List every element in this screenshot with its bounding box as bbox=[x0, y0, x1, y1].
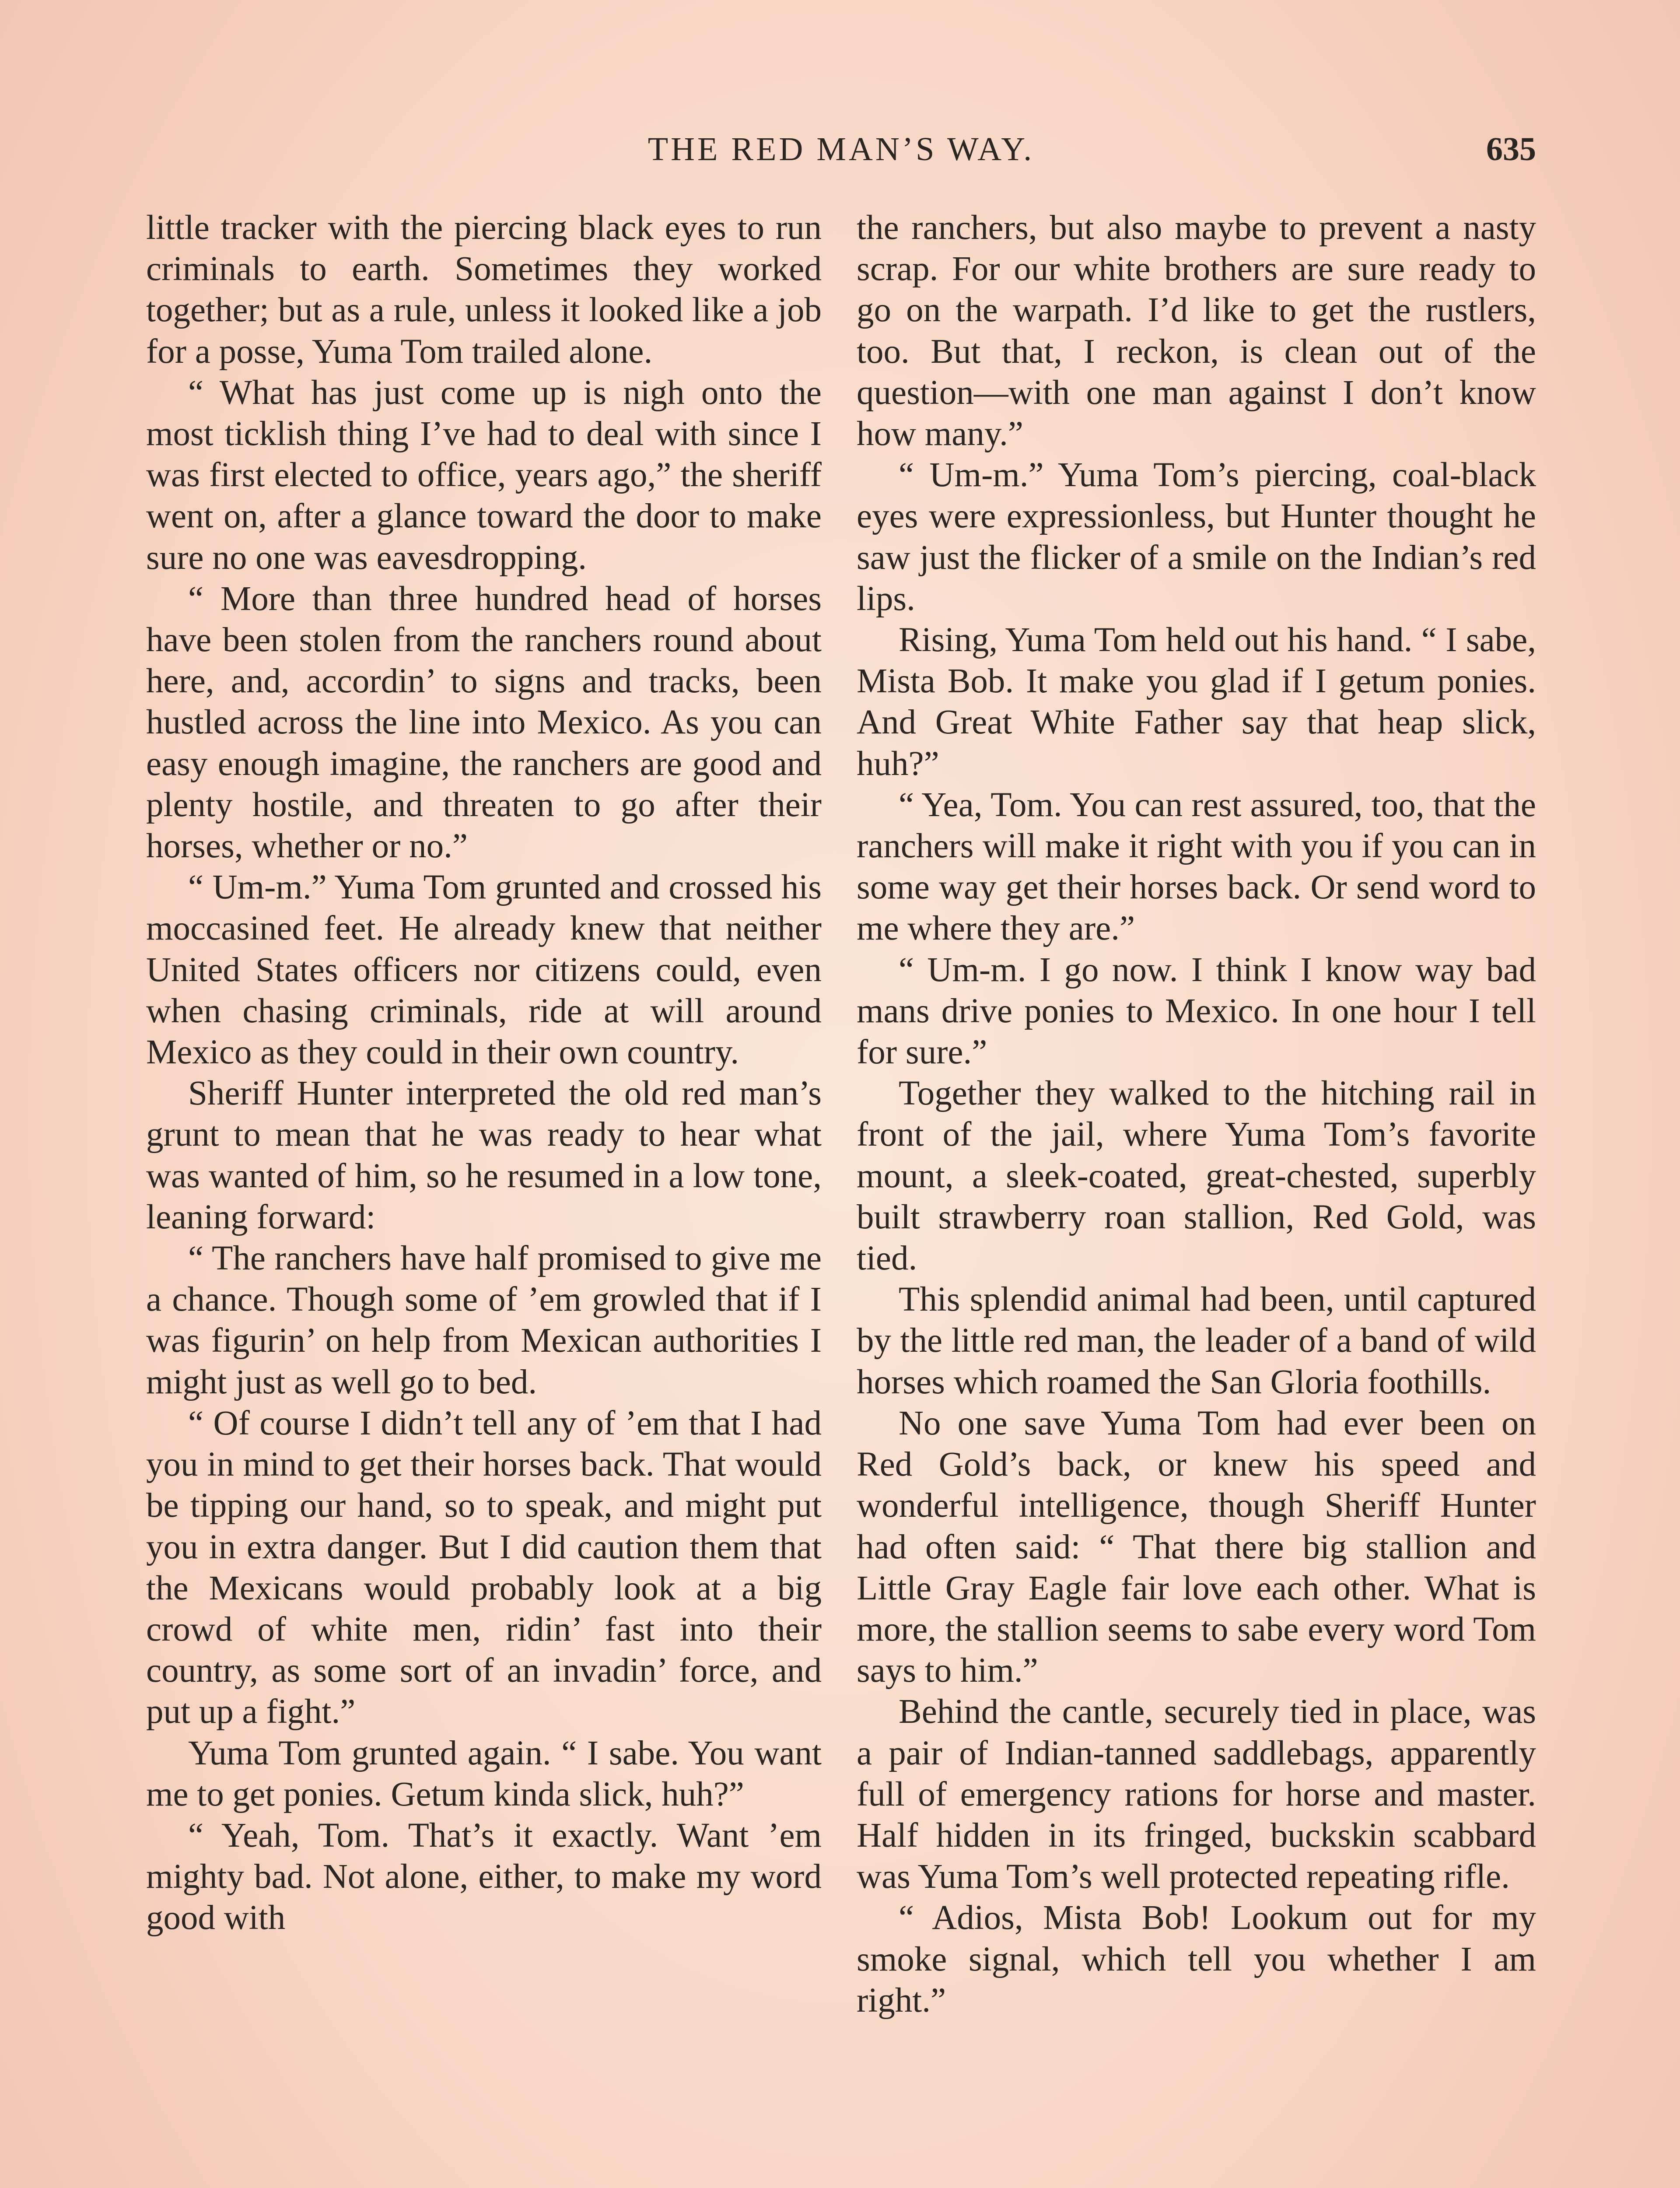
paragraph: “ Um-m.” Yuma Tom’s piercing, coal-black eyes were expressionless, but Hunter thought he saw just the flicker of a smile on the Indian’s red lips. bbox=[857, 456, 1536, 618]
left-column bbox=[146, 207, 822, 2188]
page-number: 635 bbox=[1486, 131, 1536, 168]
paragraph: No one save Yuma Tom had ever been on Red Gold’s back, or knew his speed and wonderful intelligence, though Sheriff Hunter had often said: “ That there big stallion and Little Gray Eagle fair love each other. What is more, the stallion seems to sabe every word Tom says to him.” bbox=[857, 1404, 1536, 1690]
paragraph: Yuma Tom grunted again. “ I sabe. You want me to get ponies. Getum kinda slick, huh?” bbox=[146, 1734, 822, 1813]
paragraph: Rising, Yuma Tom held out his hand. “ I sabe, Mista Bob. It make you glad if I getum ponies. And Great White Father say that heap slick, huh?” bbox=[857, 621, 1536, 783]
paragraph: Together they walked to the hitching rail in front of the jail, where Yuma Tom’s favorite mount, a sleek-coated, great-chested, superbly built strawberry roan stallion, Red Gold, was tied. bbox=[857, 1074, 1536, 1278]
paragraph: little tracker with the piercing black eyes to run criminals to earth. Sometimes they worked together; but as a rule, unless it looked like a job for a posse, Yuma Tom trailed alone. bbox=[146, 209, 822, 371]
running-head bbox=[146, 130, 1536, 179]
paragraph: “ Of course I didn’t tell any of ’em that I had you in mind to get their horses back. That would be tipping our hand, so to speak, and might put you in extra danger. But I did caution them that the Mexicans would probably look at a big crowd of white men, ridin’ fast into their country, as some sort of an invadin’ force, and put up a fight.” bbox=[146, 1404, 822, 1731]
paragraph: “ The ranchers have half promised to give me a chance. Though some of ’em growled that if I was figurin’ on help from Mexican authorities I might just as well go to bed. bbox=[146, 1239, 822, 1401]
running-title: THE RED MAN’S WAY. bbox=[648, 131, 1035, 168]
paragraph: “ Um-m. I go now. I think I know way bad mans drive ponies to Mexico. In one hour I tell for sure.” bbox=[857, 950, 1536, 1072]
paragraph: This splendid animal had been, until captured by the little red man, the leader of a band of wild horses which roamed the San Gloria foothills. bbox=[857, 1280, 1536, 1401]
paragraph: Behind the cantle, securely tied in place, was a pair of Indian-tanned saddlebags, apparently full of emergency rations for horse and master. Half hidden in its fringed, buckskin scabbard was Yuma Tom’s well protected repeating rifle. bbox=[857, 1693, 1536, 1896]
paragraph: Sheriff Hunter interpreted the old red man’s grunt to mean that he was ready to hear what was wanted of him, so he resumed in a low tone, leaning forward: bbox=[146, 1074, 822, 1236]
paragraph: “ Yea, Tom. You can rest assured, too, that the ranchers will make it right with you if you can in some way get their horses back. Or send word to me where they are.” bbox=[857, 785, 1536, 948]
paragraph: “ Adios, Mista Bob! Lookum out for my smoke signal, which tell you whether I am right.” bbox=[857, 1899, 1536, 2020]
paragraph: “ More than three hundred head of horses have been stolen from the ranchers round about here, and, accordin’ to signs and tracks, been hustled across the line into Mexico. As you can easy enough imagine, the ranchers are good and plenty hostile, and threaten to go after their horses, whether or no.” bbox=[146, 579, 822, 866]
paragraph: “ Yeah, Tom. That’s it exactly. Want ’em mighty bad. Not alone, either, to make my word good with bbox=[146, 1816, 822, 1937]
paragraph: the ranchers, but also maybe to prevent a nasty scrap. For our white brothers are sure ready to go on the warpath. I’d like to get the rustlers, too. But that, I reckon, is clean out of the question—with one man against I don’t know how many.” bbox=[857, 209, 1536, 453]
paragraph: “ Um-m.” Yuma Tom grunted and crossed his moccasined feet. He already knew that neither United States officers nor citizens could, even when chasing criminals, ride at will around Mexico as they could in their own country. bbox=[146, 868, 822, 1072]
right-column bbox=[857, 207, 1536, 2188]
paragraph: “ What has just come up is nigh onto the most ticklish thing I’ve had to deal with since I was first elected to office, years ago,” the sheriff went on, after a glance toward the door to make sure no one was eavesdropping. bbox=[146, 373, 822, 577]
